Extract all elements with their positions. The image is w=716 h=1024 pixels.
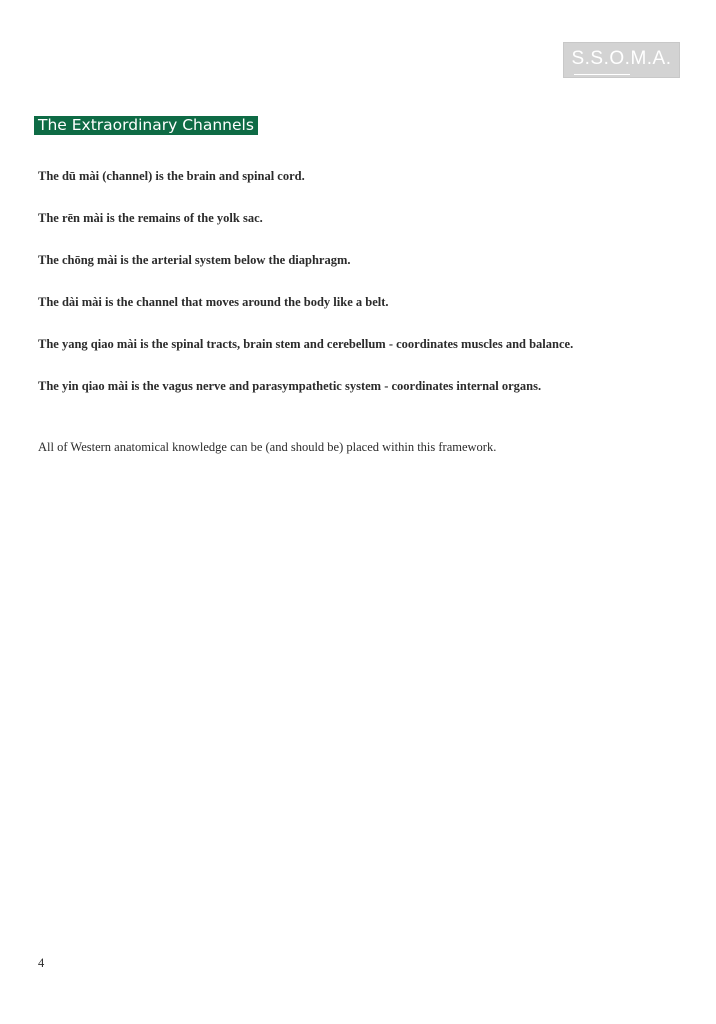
logo-text: S.S.O.M.A. <box>571 48 672 69</box>
statement-yin-qiao-mai: The yin qiao mài is the vagus nerve and parasympathetic system - coordinates internal organs. <box>38 379 542 393</box>
statement-dai-mai: The dài mài is the channel that moves around the body like a belt. <box>38 295 389 309</box>
statement-yang-qiao-mai: The yang qiao mài is the spinal tracts, brain stem and cerebellum - coordinates muscles and balance. <box>38 337 574 351</box>
statement-du-mai: The dū mài (channel) is the brain and spinal cord. <box>38 169 305 183</box>
page-number: 4 <box>38 956 45 970</box>
statement-chong-mai: The chōng mài is the arterial system below the diaphragm. <box>38 253 351 267</box>
channel-statements-list <box>38 168 573 420</box>
section-heading: The Extraordinary Channels <box>34 116 258 135</box>
framework-note: All of Western anatomical knowledge can be (and should be) placed within this framework. <box>38 440 497 454</box>
ssoma-logo <box>563 42 680 78</box>
statement-ren-mai: The rēn mài is the remains of the yolk sac. <box>38 211 263 225</box>
